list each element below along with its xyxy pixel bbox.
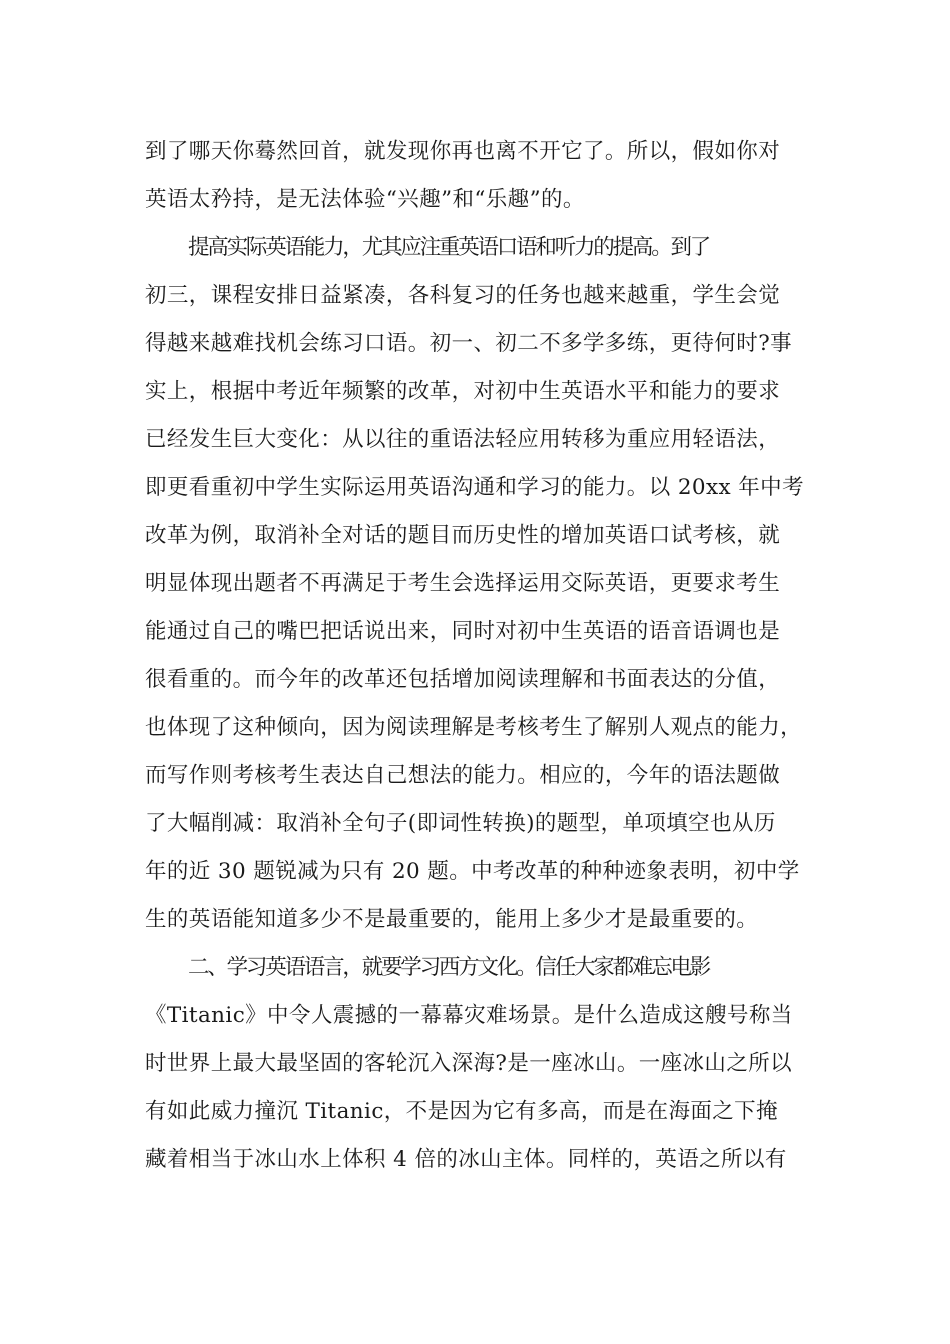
- text-line: 了大幅削减：取消补全句子(即词性转换)的题型，单项填空也从历: [145, 811, 776, 836]
- paragraph-first-line: 提高实际英语能力，尤其应注重英语口语和听力的提高。到了: [188, 235, 710, 260]
- text-line: 藏着相当于冰山水上体积 4 倍的冰山主体。同样的，英语之所以有: [145, 1147, 787, 1172]
- text-line: 《Titanic》中令人震撼的一幕幕灾难场景。是什么造成这艘号称当: [145, 1003, 793, 1028]
- text-line: 很看重的。而今年的改革还包括增加阅读理解和书面表达的分值，: [145, 667, 781, 692]
- text-line: 已经发生巨大变化：从以往的重语法轻应用转移为重应用轻语法，: [145, 427, 781, 452]
- text-line: 能通过自己的嘴巴把话说出来，同时对初中生英语的语音语调也是: [145, 619, 781, 644]
- text-line: 时世界上最大最坚固的客轮沉入深海?是一座冰山。一座冰山之所以: [145, 1051, 793, 1076]
- text-line: 初三，课程安排日益紧凑，各科复习的任务也越来越重，学生会觉: [145, 283, 781, 308]
- text-line: 也体现了这种倾向，因为阅读理解是考核考生了解别人观点的能力，: [145, 715, 803, 740]
- text-line: 实上，根据中考近年频繁的改革，对初中生英语水平和能力的要求: [145, 379, 781, 404]
- text-line: 得越来越难找机会练习口语。初一、初二不多学多练，更待何时?事: [145, 331, 793, 356]
- text-line: 到了哪天你蓦然回首，就发现你再也离不开它了。所以，假如你对: [145, 139, 781, 164]
- paragraph-first-line: 二、学习英语语言，就要学习西方文化。信任大家都难忘电影: [188, 955, 710, 980]
- text-line: 生的英语能知道多少不是最重要的，能用上多少才是最重要的。: [145, 907, 759, 932]
- text-line: 而写作则考核考生表达自己想法的能力。相应的，今年的语法题做: [145, 763, 781, 788]
- text-line: 改革为例，取消补全对话的题目而历史性的增加英语口试考核，就: [145, 523, 781, 548]
- text-line: 有如此威力撞沉 Titanic，不是因为它有多高，而是在海面之下掩: [145, 1099, 778, 1124]
- text-line: 英语太矜持，是无法体验“兴趣”和“乐趣”的。: [145, 187, 585, 212]
- text-line: 年的近 30 题锐减为只有 20 题。中考改革的种种迹象表明，初中学: [145, 859, 800, 884]
- text-line: 明显体现出题者不再满足于考生会选择运用交际英语，更要求考生: [145, 571, 781, 596]
- text-line: 即更看重初中学生实际运用英语沟通和学习的能力。以 20xx 年中考: [145, 475, 804, 500]
